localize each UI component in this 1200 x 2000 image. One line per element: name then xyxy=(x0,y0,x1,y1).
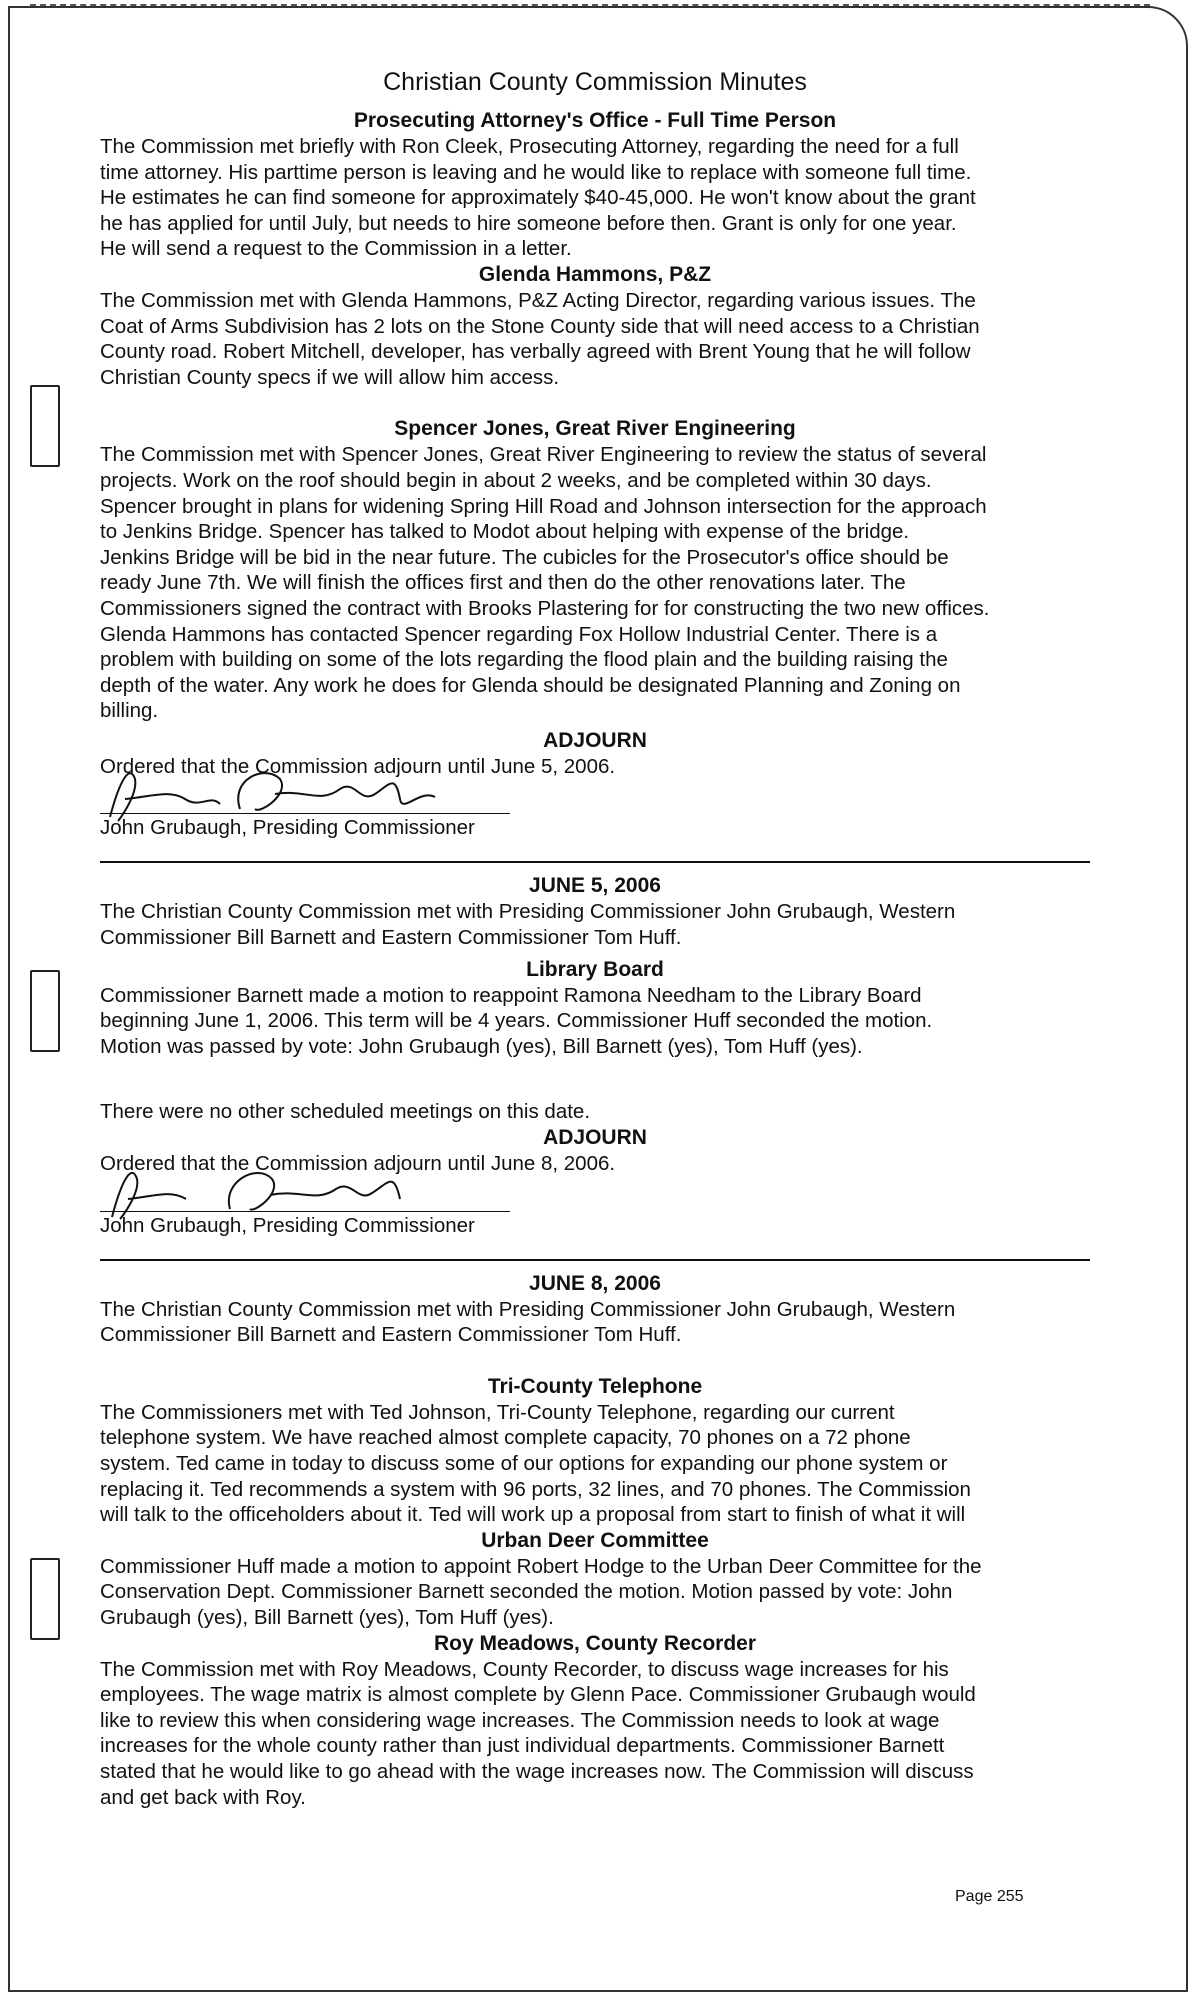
paragraph-line: Commissioner Bill Barnett and Eastern Commissioner Tom Huff. xyxy=(100,926,682,950)
paragraph-line: Motion was passed by vote: John Grubaugh (yes), Bill Barnett (yes), Tom Huff (yes). xyxy=(100,1034,863,1058)
paragraph-line: Commissioner Huff made a motion to appoint Robert Hodge to the Urban Deer Committee for the xyxy=(100,1554,982,1578)
paragraph-line: The Commission met with Spencer Jones, Great River Engineering to review the status of several xyxy=(100,443,987,467)
paragraph-line: The Commission met with Glenda Hammons, P&Z Acting Director, regarding various issues. The xyxy=(100,288,976,312)
section-heading-spencer-jones: Spencer Jones, Great River Engineering xyxy=(394,417,796,441)
adjourn-text: Ordered that the Commission adjourn until June 8, 2006. xyxy=(100,1152,616,1176)
paragraph-line: time attorney. His parttime person is leaving and he would like to replace with someone full time. xyxy=(100,160,972,184)
paragraph-line: beginning June 1, 2006. This term will be 4 years. Commissioner Huff seconded the motion. xyxy=(100,1009,933,1033)
paragraph-line: problem with building on some of the lots regarding the flood plain and the building raising the xyxy=(100,648,948,672)
paragraph-line: Coat of Arms Subdivision has 2 lots on the Stone County side that will need access to a Christian xyxy=(100,314,980,338)
paragraph-line: like to review this when considering wage increases. The Commission needs to look at wage xyxy=(100,1708,940,1732)
punch-hole-3 xyxy=(30,1558,60,1640)
paragraph-line: Conservation Dept. Commissioner Barnett seconded the motion. Motion passed by vote: John xyxy=(100,1580,953,1604)
adjourn-heading: ADJOURN xyxy=(543,728,647,752)
paragraph-line: stated that he would like to go ahead with the wage increases now. The Commission will discuss xyxy=(100,1759,974,1783)
divider xyxy=(100,1259,1090,1261)
punch-hole-1 xyxy=(30,385,60,467)
adjourn-heading: ADJOURN xyxy=(543,1126,647,1150)
section-heading-urban-deer-committee: Urban Deer Committee xyxy=(481,1528,709,1552)
section-heading-prosecuting-attorney: Prosecuting Attorney's Office - Full Time Person xyxy=(353,109,837,132)
paragraph-line: Commissioners signed the contract with Brooks Plastering for for constructing the two new offices. xyxy=(100,596,990,620)
date-heading-june-8: JUNE 8, 2006 xyxy=(529,1271,661,1295)
date-heading-june-5: JUNE 5, 2006 xyxy=(529,874,661,898)
paragraph-line: Grubaugh (yes), Bill Barnett (yes), Tom Huff (yes). xyxy=(100,1605,554,1629)
section-heading-roy-meadows: Roy Meadows, County Recorder xyxy=(433,1631,757,1655)
paragraph-line: The Commission met with Roy Meadows, County Recorder, to discuss wage increases for his xyxy=(100,1657,949,1681)
signature-block xyxy=(100,779,1090,843)
section-heading-library-board: Library Board xyxy=(526,957,664,981)
paragraph-line: The Commissioners met with Ted Johnson, Tri-County Telephone, regarding our current xyxy=(100,1400,895,1424)
paragraph-line: increases for the whole county rather than just individual departments. Commissioner Barnett xyxy=(100,1734,945,1758)
paragraph-line: he has applied for until July, but needs to hire someone before then. Grant is only for one year. xyxy=(100,211,957,235)
paragraph-line: will talk to the officeholders about it. Ted will work up a proposal from start to finish of what it will xyxy=(100,1503,966,1527)
punch-hole-2 xyxy=(30,970,60,1052)
page-number: Page 255 xyxy=(955,1888,1024,1905)
paragraph-line: telephone system. We have reached almost complete capacity, 70 phones on a 72 phone xyxy=(100,1426,911,1450)
paragraph-line: replacing it. Ted recommends a system with 96 ports, 32 lines, and 70 phones. The Commission xyxy=(100,1477,971,1501)
adjourn-text: Ordered that the Commission adjourn until June 5, 2006. xyxy=(100,754,616,778)
paragraph-line: and get back with Roy. xyxy=(100,1785,306,1809)
paragraph-line: Christian County specs if we will allow him access. xyxy=(100,365,560,389)
section-heading-glenda-hammons: Glenda Hammons, P&Z xyxy=(478,262,712,286)
paragraph-line: Spencer brought in plans for widening Spring Hill Road and Johnson intersection for the approach xyxy=(100,494,987,518)
paragraph-line: Commissioner Barnett made a motion to reappoint Ramona Needham to the Library Board xyxy=(100,983,922,1007)
paragraph-line: ready June 7th. We will finish the offices first and then do the other renovations later. The xyxy=(100,571,906,595)
paragraph-line: He estimates he can find someone for approximately $40-45,000. He won't know about the grant xyxy=(100,186,976,210)
paragraph-line: billing. xyxy=(100,699,159,723)
no-meetings-note: There were no other scheduled meetings on this date. xyxy=(100,1100,591,1124)
paragraph-line: The Christian County Commission met with Presiding Commissioner John Grubaugh, Western xyxy=(100,1297,956,1321)
divider xyxy=(100,861,1090,863)
signature-block xyxy=(100,1177,1090,1241)
paragraph-line: Glenda Hammons has contacted Spencer regarding Fox Hollow Industrial Center. There is a xyxy=(100,622,938,646)
paragraph-line: County road. Robert Mitchell, developer, has verbally agreed with Brent Young that he will follow xyxy=(100,340,971,364)
paragraph-line: to Jenkins Bridge. Spencer has talked to Modot about helping with expense of the bridge. xyxy=(100,520,910,544)
paragraph-line: projects. Work on the roof should begin in about 2 weeks, and be completed within 30 days. xyxy=(100,468,932,492)
paragraph-line: The Christian County Commission met with Presiding Commissioner John Grubaugh, Western xyxy=(100,900,956,924)
signer-name: John Grubaugh, Presiding Commissioner xyxy=(100,1213,475,1237)
paragraph-line: system. Ted came in today to discuss some of our options for expanding our phone system or xyxy=(100,1452,948,1475)
paragraph-line: Jenkins Bridge will be bid in the near future. The cubicles for the Prosecutor's office should be xyxy=(100,545,949,569)
signer-name: John Grubaugh, Presiding Commissioner xyxy=(100,816,475,840)
section-heading-tri-county-telephone: Tri-County Telephone xyxy=(487,1374,703,1398)
scan-top-edge xyxy=(30,4,1150,6)
paragraph-line: employees. The wage matrix is almost complete by Glenn Pace. Commissioner Grubaugh would xyxy=(100,1683,976,1707)
paragraph-line: depth of the water. Any work he does for Glenda should be designated Planning and Zoning on xyxy=(100,673,961,697)
paragraph-line: He will send a request to the Commission in a letter. xyxy=(100,237,572,261)
paragraph-line: Commissioner Bill Barnett and Eastern Commissioner Tom Huff. xyxy=(100,1323,682,1347)
minutes-content xyxy=(100,66,1090,1810)
paragraph-line: The Commission met briefly with Ron Cleek, Prosecuting Attorney, regarding the need for a full xyxy=(100,135,959,158)
page-title: Christian County Commission Minutes xyxy=(383,68,807,96)
